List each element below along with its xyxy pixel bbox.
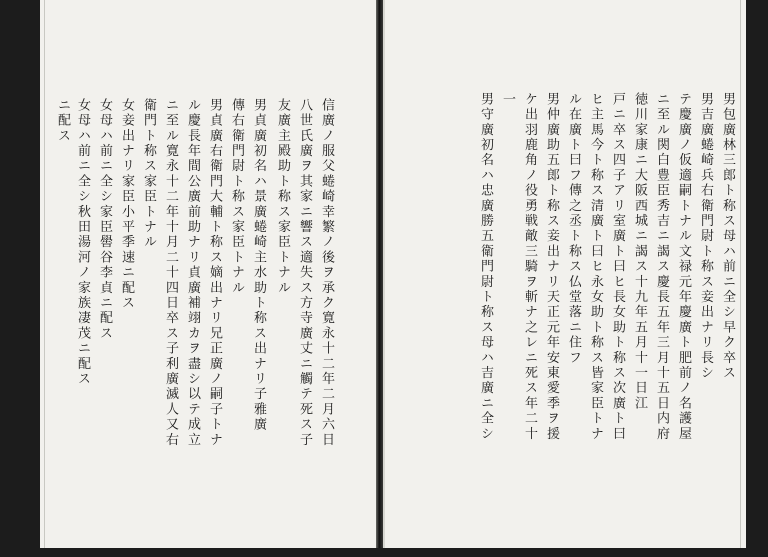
text-column: ケ出羽鹿角ノ役勇戦敵三騎ヲ斬ナ之レニ死ス年二十 bbox=[522, 92, 537, 442]
text-column: ル慶長年間公廣前助ナリ貞廣補翊カヲ盡シ以テ成立 bbox=[185, 98, 200, 448]
text-column: 戸ニ卒ス四子アリ室廣ト曰ヒ長女助ト称ス次廣ト曰 bbox=[610, 92, 625, 442]
text-column: ヒ主馬今ト称ス清廣ト曰ヒ永女助ト称ス皆家臣トナ bbox=[588, 92, 603, 442]
text-column: 一 bbox=[500, 92, 515, 108]
text-column: 男仲廣助五郎ト称ス妾出ナリ天正元年安東愛季ヲ援 bbox=[544, 92, 559, 442]
text-column: ニ配ス bbox=[55, 98, 70, 144]
book-gutter bbox=[376, 0, 383, 557]
scan-line bbox=[44, 0, 45, 548]
page-bottom-shadow bbox=[0, 548, 768, 557]
text-column: テ慶廣ノ仮適嗣トナル文禄元年慶廣ト肥前ノ名護屋 bbox=[676, 92, 691, 442]
right-page bbox=[383, 0, 746, 548]
text-column: 男貞廣右衛門大輔ト称ス嫡出ナリ兄正廣ノ嗣子トナ bbox=[207, 98, 222, 448]
text-column: 衛門ト称ス家臣トナル bbox=[141, 98, 156, 250]
text-column: 徳川家康ニ大阪西城ニ謁ス十九年五月十一日江 bbox=[632, 92, 647, 412]
text-column: 男守廣初名ハ忠廣勝五衛門尉ト称ス母ハ吉廣ニ全シ bbox=[478, 92, 493, 442]
text-column: 女妾出ナリ家臣小平季速ニ配ス bbox=[119, 98, 134, 311]
text-column: 友廣主殿助ト称ス家臣トナル bbox=[275, 98, 290, 296]
text-column: 八世氏廣ヲ其家ニ響ス適失ス方寺廣丈ニ觸テ死ス子 bbox=[297, 98, 312, 448]
text-column: 信廣ノ服父蜷崎幸繁ノ後ヲ承ク寛永十二年二月六日 bbox=[319, 98, 334, 448]
text-column: 男吉廣蜷崎兵右衛門尉ト称ス妾出ナリ長シ bbox=[698, 92, 713, 381]
text-column: 男包廣林三郎ト称ス母ハ前ニ全シ早ク卒ス bbox=[720, 92, 735, 381]
text-column: 傳右衛門尉ト称ス家臣トナル bbox=[229, 98, 244, 296]
scan-line bbox=[740, 0, 741, 548]
text-column: ル在廣ト曰フ傳之丞ト称ス仏堂落ニ住フ bbox=[566, 92, 581, 366]
text-column: 男貞廣初名ハ景廣蜷崎主水助ト称ス出ナリ子雅廣 bbox=[251, 98, 266, 433]
text-column: 女母ハ前ニ全シ秋田湯河ノ家族凄茂ニ配ス bbox=[75, 98, 90, 387]
text-column: 女母ハ前ニ全シ家臣嚳谷李貞ニ配ス bbox=[97, 98, 112, 342]
text-column: ニ至ル関白豊臣秀吉ニ謁ス慶長五年三月十五日内府 bbox=[654, 92, 669, 442]
text-column: ニ至ル寛永十二年十月二十四日卒ス子利廣滅人又右 bbox=[163, 98, 178, 448]
left-page bbox=[40, 0, 378, 548]
